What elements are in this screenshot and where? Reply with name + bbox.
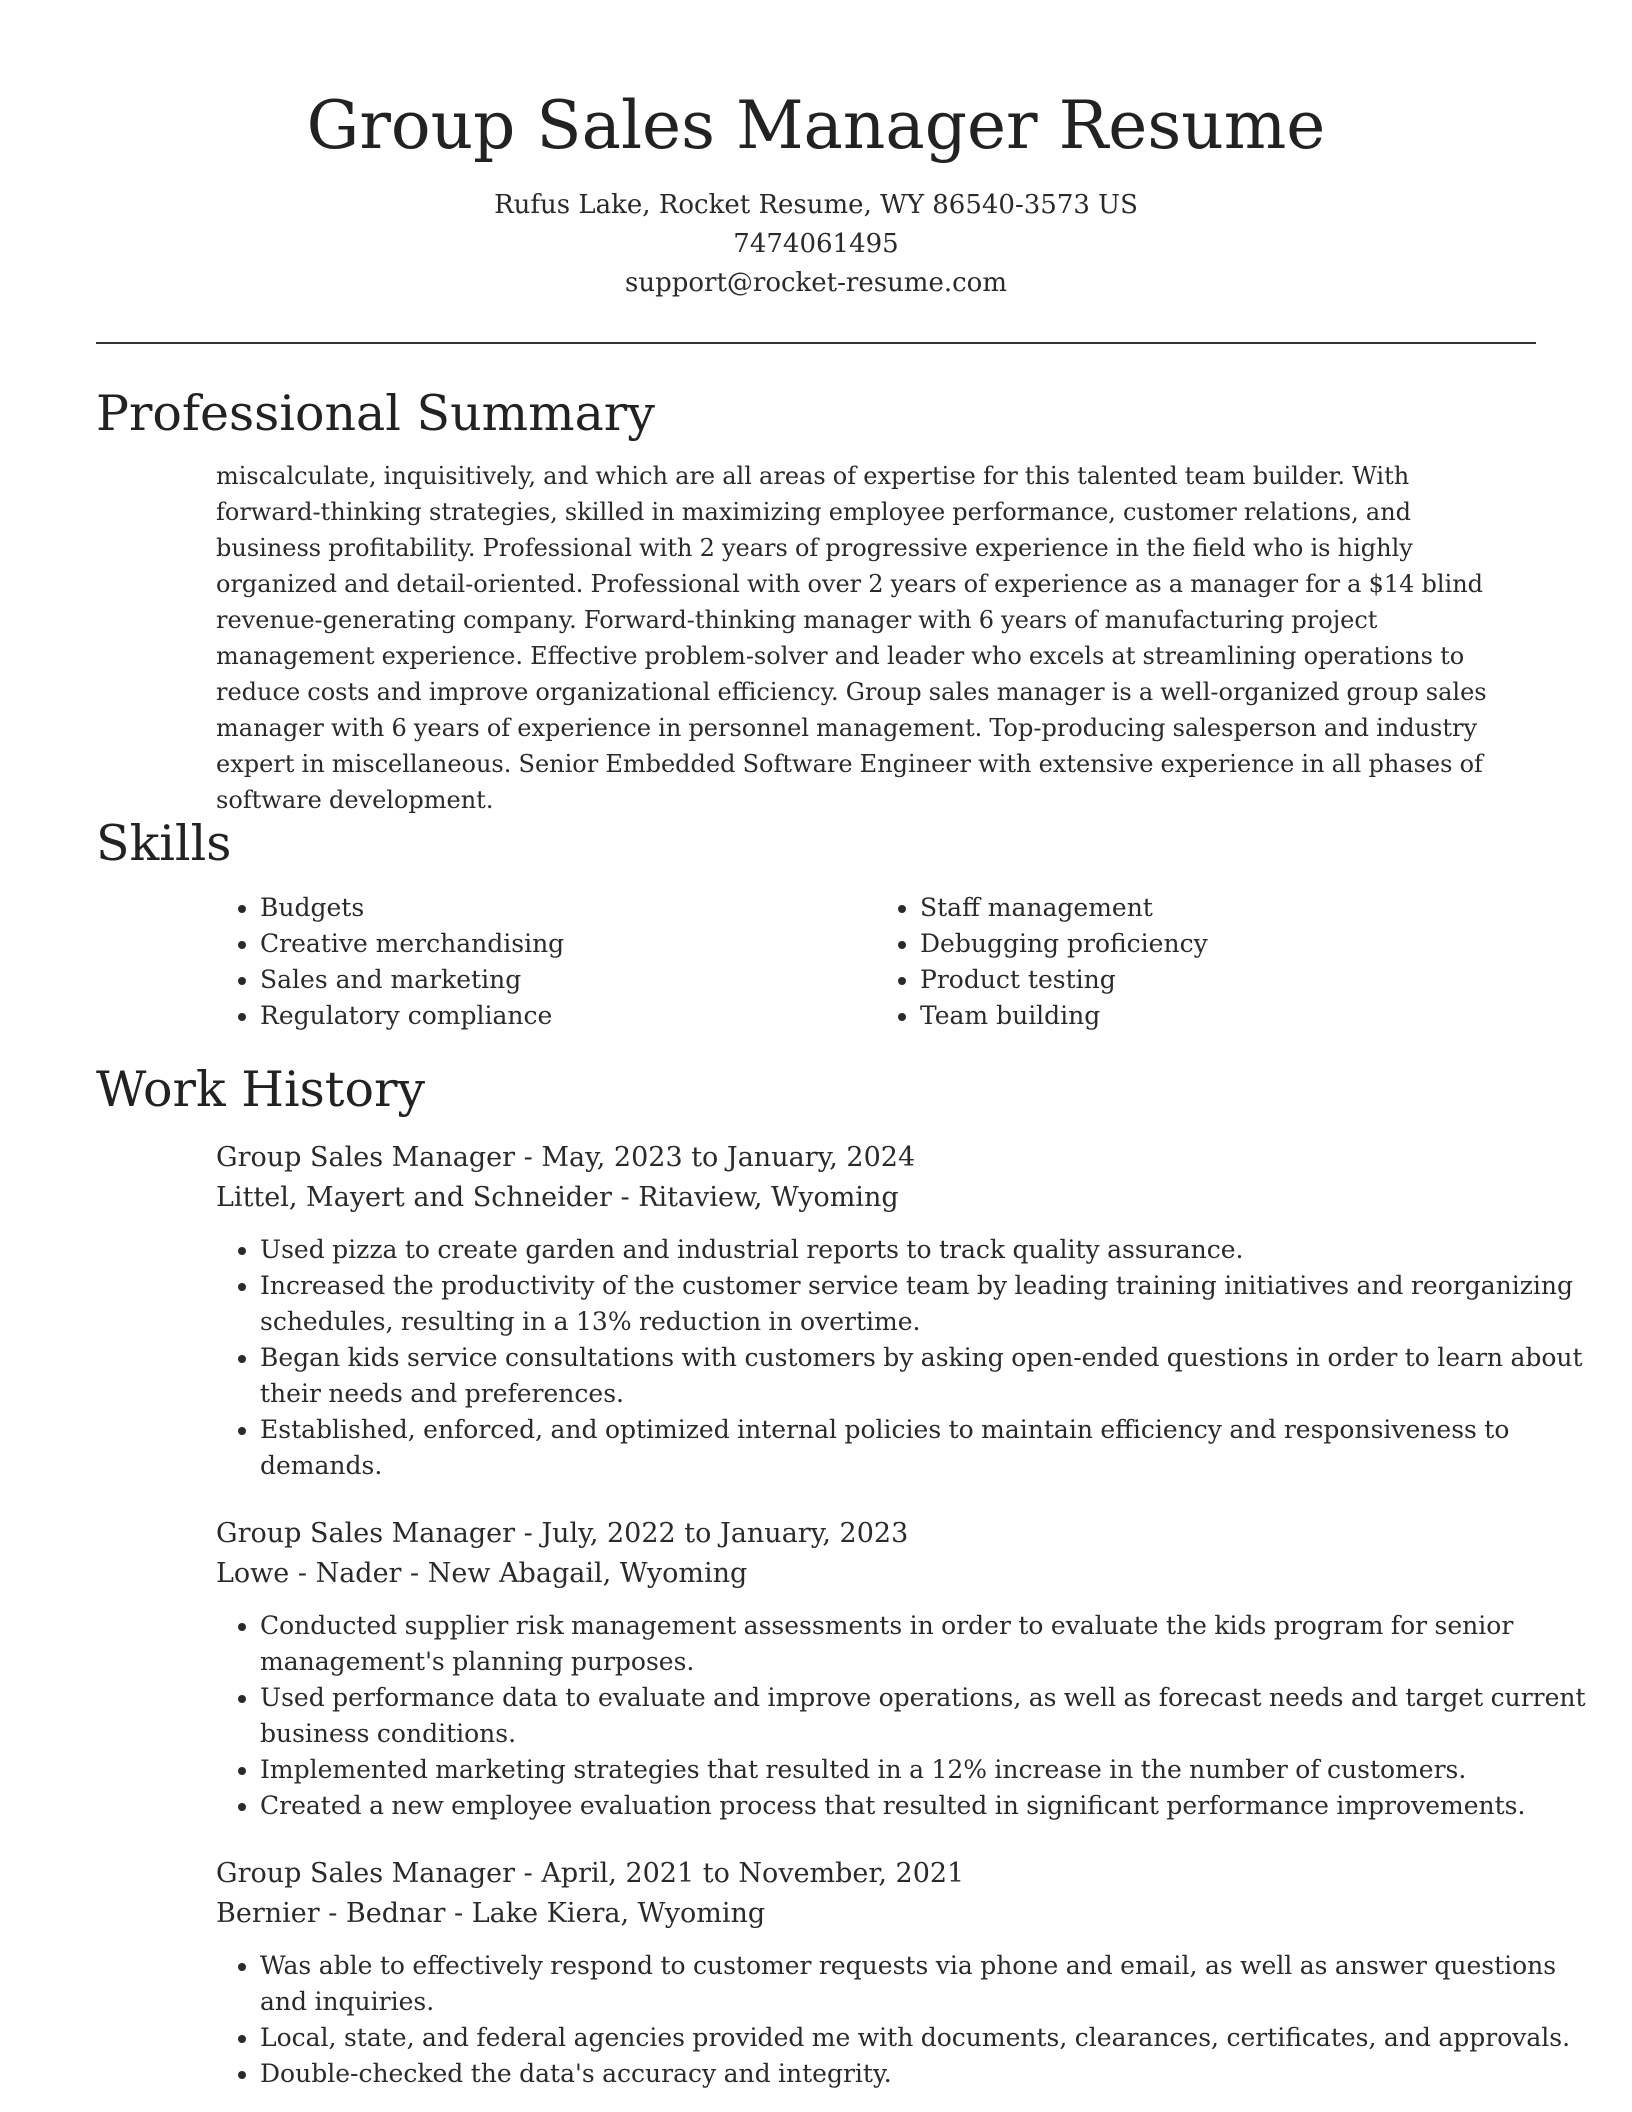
summary-text: miscalculate, inquisitively, and which are all areas of expertise for this talented team builder. With forward-thinking strategies, skilled in maximizing employee performance, customer relations, and business profitability. Professional with 2 years of progressive experience in the field who is highly organized and detail-oriented. Professional with over 2 years of experience as a manager for a $14 blind revenue-generating company. Forward-thinking manager with 6 years of manufacturing project management experience. Effective problem-solver and leader who excels at streamlining operations to reduce costs and improve organizational efficiency. Group sales manager is a well-organized group sales manager with 6 years of experience in personnel management. Top-producing salesperson and industry expert in miscellaneous. Senior Embedded Software Engineer with extensive experience in all phases of software development. (216, 462, 1487, 814)
skills-section (96, 812, 1536, 1034)
job-bullet: • Was able to effectively respond to customer requests via phone and email, as well as answer questions and inquiries. (260, 1948, 1596, 2020)
job-dates: May, 2023 to January, 2024 (541, 1142, 916, 1173)
skills-grid (216, 890, 1536, 1034)
skills-heading: Skills (96, 815, 232, 872)
job-entry (216, 1854, 1596, 2092)
header-divider (96, 342, 1536, 344)
skill-item: • Debugging proficiency (920, 926, 1536, 962)
job-company: Littel, Mayert and Schneider (216, 1182, 612, 1213)
contact-phone: 7474061495 (733, 229, 899, 259)
work-history-section (96, 1058, 1586, 2092)
skills-list-right (876, 890, 1536, 1034)
job-dates: April, 2021 to November, 2021 (541, 1858, 965, 1889)
contact-info (0, 186, 1632, 303)
skill-item: • Regulatory compliance (260, 998, 876, 1034)
job-company: Lowe - Nader (216, 1558, 402, 1589)
job-entry (216, 1138, 1596, 1484)
job-bullets (216, 1608, 1596, 1824)
job-bullets (216, 1948, 1596, 2092)
resume-header (0, 0, 1632, 303)
job-bullet: • Conducted supplier risk management assessments in order to evaluate the kids program for senior management's planning purposes. (260, 1608, 1596, 1680)
job-bullet: • Used pizza to create garden and industrial reports to track quality assurance. (260, 1232, 1596, 1268)
job-title-line: Group Sales Manager - April, 2021 to November, 2021 (216, 1858, 965, 1889)
skill-item: • Sales and marketing (260, 962, 876, 998)
skills-list-left (216, 890, 876, 1034)
job-title-line: Group Sales Manager - July, 2022 to January, 2023 (216, 1518, 909, 1549)
job-bullet: • Created a new employee evaluation process that resulted in significant performance improvements. (260, 1788, 1596, 1824)
job-title: Group Sales Manager (216, 1858, 516, 1889)
job-title: Group Sales Manager (216, 1142, 516, 1173)
job-bullet: • Used performance data to evaluate and improve operations, as well as forecast needs and target current business conditions. (260, 1680, 1596, 1752)
contact-address: Rufus Lake, Rocket Resume, WY 86540-3573 US (494, 190, 1138, 220)
job-dates: July, 2022 to January, 2023 (541, 1518, 909, 1549)
skill-item: • Creative merchandising (260, 926, 876, 962)
skill-item: • Staff management (920, 890, 1536, 926)
skill-item: • Team building (920, 998, 1536, 1034)
job-bullet: • Local, state, and federal agencies provided me with documents, clearances, certificates, and approvals. (260, 2020, 1596, 2056)
job-company-line: Littel, Mayert and Schneider - Ritaview, Wyoming (216, 1182, 899, 1213)
job-title: Group Sales Manager (216, 1518, 516, 1549)
summary-heading: Professional Summary (96, 385, 655, 442)
job-title-line: Group Sales Manager - May, 2023 to January, 2024 (216, 1142, 916, 1173)
job-location: Ritaview, Wyoming (638, 1182, 899, 1213)
skill-item: • Product testing (920, 962, 1536, 998)
job-bullet: • Began kids service consultations with customers by asking open-ended questions in order to learn about their needs and preferences. (260, 1340, 1596, 1412)
skill-item: • Budgets (260, 890, 876, 926)
job-bullets (216, 1232, 1596, 1484)
summary-section (96, 382, 1536, 818)
job-location: Lake Kiera, Wyoming (471, 1898, 766, 1929)
job-bullet: • Implemented marketing strategies that resulted in a 12% increase in the number of customers. (260, 1752, 1596, 1788)
job-entry (216, 1514, 1596, 1824)
job-company-line: Lowe - Nader - New Abagail, Wyoming (216, 1558, 748, 1589)
work-history-heading: Work History (96, 1061, 426, 1118)
resume-title: Group Sales Manager Resume (306, 87, 1326, 164)
job-bullet: • Increased the productivity of the customer service team by leading training initiatives and reorganizing schedules, resulting in a 13% reduction in overtime. (260, 1268, 1596, 1340)
job-company: Bernier - Bednar (216, 1898, 446, 1929)
job-company-line: Bernier - Bednar - Lake Kiera, Wyoming (216, 1898, 766, 1929)
contact-email: support@rocket-resume.com (624, 268, 1007, 298)
job-bullet: • Established, enforced, and optimized internal policies to maintain efficiency and responsiveness to demands. (260, 1412, 1596, 1484)
job-location: New Abagail, Wyoming (427, 1558, 748, 1589)
job-bullet: • Double-checked the data's accuracy and integrity. (260, 2056, 1596, 2092)
